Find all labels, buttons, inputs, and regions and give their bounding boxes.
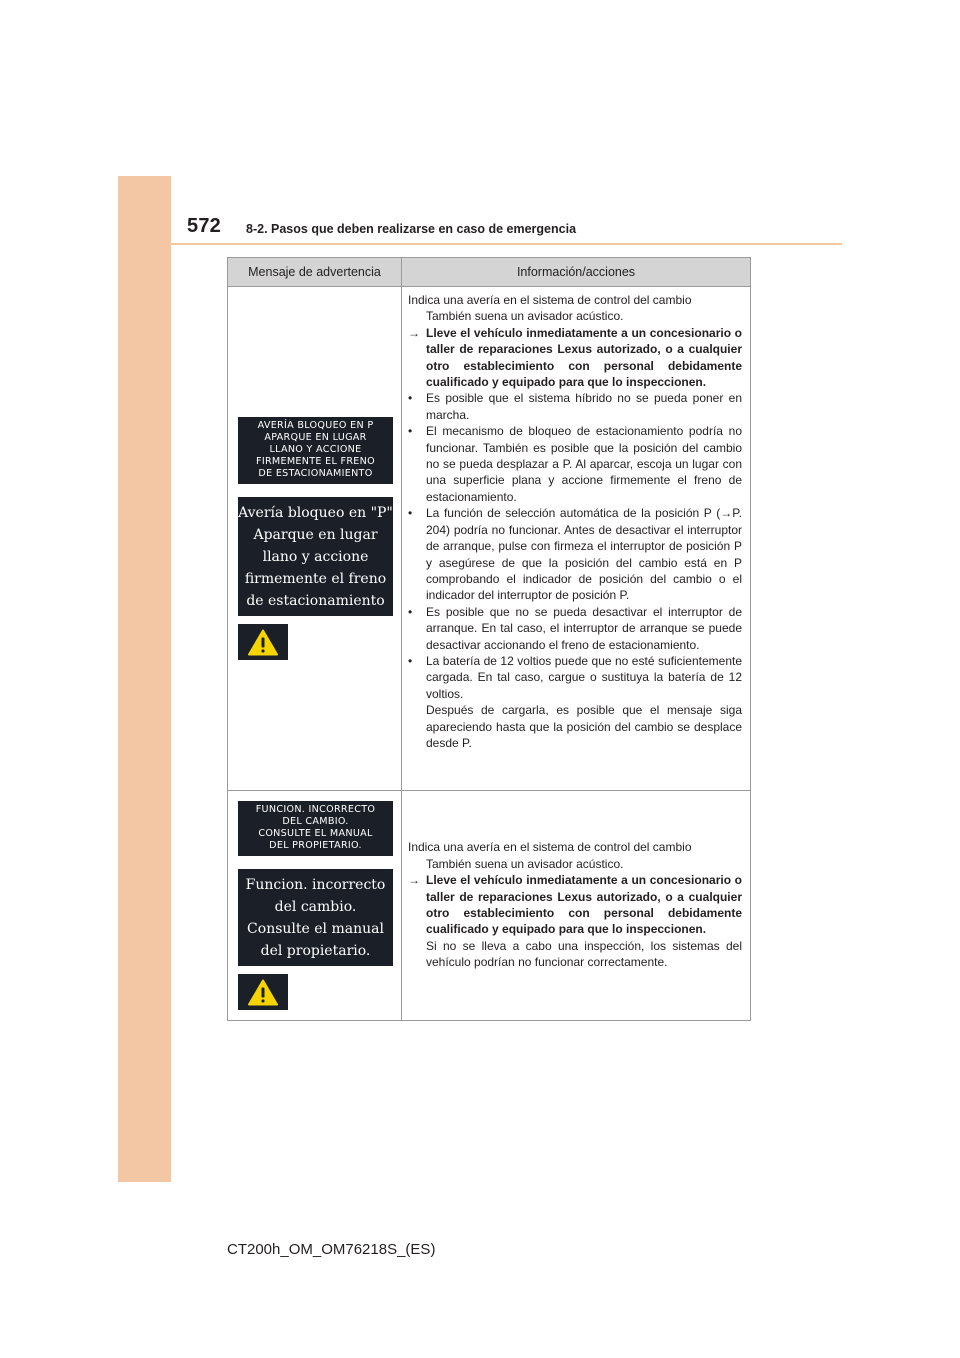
warning-message-cell xyxy=(228,287,402,791)
buzzer-note: También suena un avisador acústico. xyxy=(426,309,624,324)
header-rule xyxy=(171,243,842,245)
list-item: • Es posible que no se pueda desactivar el interruptor de arranque. En tal caso, el interruptor de arranque se puede desactivar accionando el freno de estacionamiento. xyxy=(408,604,742,652)
inspection-note: Si no se lleva a cabo una inspección, los sistemas del vehículo podrían no funcionar correctamente. xyxy=(426,938,742,970)
warning-triangle-icon xyxy=(238,974,288,1010)
display-message-mixedcase: Avería bloqueo en "P" Aparque en lugar llano y accione firmemente el freno de estacionamiento xyxy=(238,497,393,616)
bullet-icon: • xyxy=(408,604,413,619)
bullet-icon: • xyxy=(408,391,413,406)
action-instruction: → Lleve el vehículo inmediatamente a un concesionario o taller de reparaciones Lexus autorizado, o a cualquier otro establecimiento con personal debidamente cualificado y equipado para que lo inspeccionen. xyxy=(408,873,742,937)
table-row xyxy=(228,791,751,1021)
fault-description: Indica una avería en el sistema de control del cambio xyxy=(408,840,692,855)
chapter-side-tab xyxy=(118,176,171,1182)
bullet-icon: • xyxy=(408,653,413,668)
list-item: • Es posible que el sistema híbrido no se pueda poner en marcha. xyxy=(408,391,742,422)
information-actions-cell xyxy=(402,791,751,1021)
bullet-icon: • xyxy=(408,506,413,521)
bullet-icon: • xyxy=(408,424,413,439)
action-instruction: → Lleve el vehículo inmediatamente a un concesionario o taller de reparaciones Lexus autorizado, o a cualquier otro establecimiento con personal debidamente cualificado y equipado para que lo inspeccionen. xyxy=(408,325,742,390)
buzzer-note: También suena un avisador acústico. xyxy=(426,856,624,871)
fault-description: Indica una avería en el sistema de control del cambio xyxy=(408,293,692,307)
warning-triangle-icon xyxy=(238,624,288,660)
section-title: 8-2. Pasos que deben realizarse en caso de emergencia xyxy=(246,222,577,236)
information-actions-cell xyxy=(402,287,751,791)
after-charge-note: Después de cargarla, es posible que el mensaje siga apareciendo hasta que la posición del cambio se desplace desde P. xyxy=(426,703,742,750)
document-code: CT200h_OM_OM76218S_(ES) xyxy=(227,1241,436,1258)
table-row xyxy=(228,287,751,791)
warning-messages-table xyxy=(227,257,751,1021)
column-header-actions: Información/acciones xyxy=(402,258,751,287)
display-message-mixedcase: Funcion. incorrecto del cambio. Consulte el manual del propietario. xyxy=(238,869,393,966)
page-number: 572 xyxy=(187,215,221,237)
list-item: • El mecanismo de bloqueo de estacionamiento podría no funcionar. También es posible que la posición del cambio no se pueda desplazar a P. Al aparcar, escoja un lugar con una superficie plana y accione firmemente el freno de estacionamiento. xyxy=(408,424,742,504)
warning-message-cell xyxy=(228,791,402,1021)
display-message-uppercase: AVERÍA BLOQUEO EN P APARQUE EN LUGAR LLANO Y ACCIONE FIRMEMENTE EL FRENO DE ESTACIONAMIENTO xyxy=(238,417,393,484)
column-header-message: Mensaje de advertencia xyxy=(228,258,402,287)
list-item: • La batería de 12 voltios puede que no esté suficientemente cargada. En tal caso, cargue o sustituya la batería de 12 voltios. xyxy=(408,653,742,701)
list-item: • La función de selección automática de la posición P (→P. 204) podría no funcionar. Antes de desactivar el interruptor de arranque, pulse con firmeza el interruptor de posición P y asegúrese de que la posición del cambio está en P comprobando el indicador de posición del cambio o el indicador del interruptor de posición P. xyxy=(408,506,742,603)
arrow-icon: → xyxy=(408,873,420,888)
arrow-icon: → xyxy=(408,325,420,340)
display-message-uppercase: FUNCION. INCORRECTO DEL CAMBIO. CONSULTE EL MANUAL DEL PROPIETARIO. xyxy=(238,801,393,856)
